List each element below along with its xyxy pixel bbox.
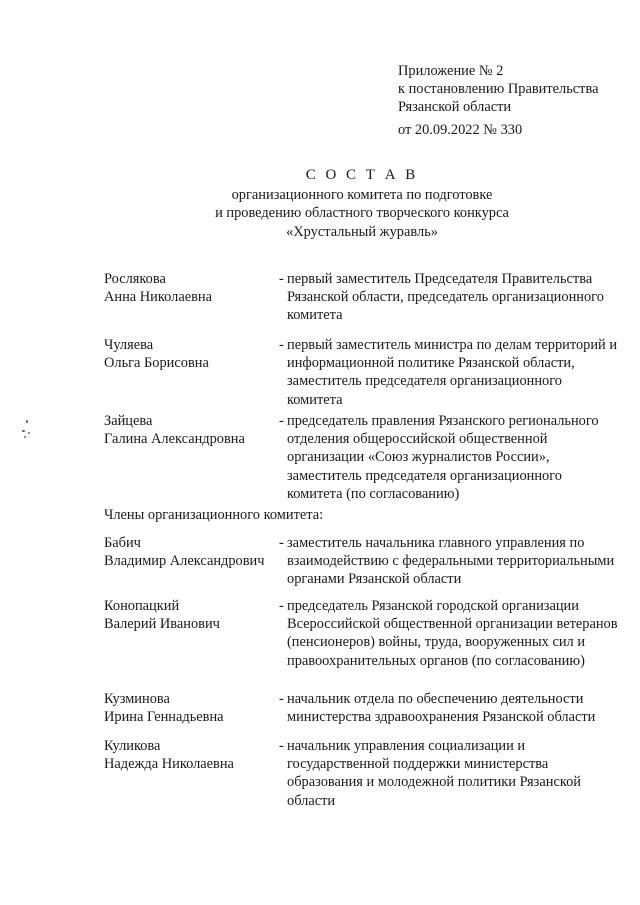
member-role: первый заместитель Председателя Правительства Рязанской области, председатель организационного комитета <box>287 271 604 324</box>
dash-separator: - <box>279 413 284 429</box>
scan-speck <box>26 420 28 423</box>
member-name <box>104 597 280 633</box>
member-role: председатель Рязанской городской организации Всероссийской общественной организации ветеранов (пенсионеров) войны, труда, вооруженных сил и правоохранительных органов (по согласованию) <box>287 598 618 669</box>
member-given-names: Надежда Николаевна <box>104 756 234 773</box>
dash-separator: - <box>279 691 284 707</box>
member-role: первый заместитель министра по делам территорий и информационной политике Рязанской области, заместитель председателя организационного комитета <box>287 337 618 408</box>
member-given-names: Ирина Геннадьевна <box>104 709 224 726</box>
dash-separator: - <box>279 598 284 614</box>
appendix-reference: к постановлению Правительства <box>398 81 599 98</box>
member-surname: Зайцева <box>104 413 153 429</box>
member-name <box>104 534 280 570</box>
dash-separator: - <box>279 337 284 353</box>
member-given-names: Владимир Александрович <box>104 553 265 570</box>
document-title: С О С Т А В <box>305 167 419 183</box>
scan-speck <box>22 430 25 432</box>
heading-line-2: и проведению областного творческого конкурса <box>215 205 509 222</box>
appendix-block <box>398 62 628 139</box>
member-role: начальник отдела по обеспечению деятельности министерства здравоохранения Рязанской области <box>287 691 596 726</box>
member-name <box>104 412 280 448</box>
members-heading: Члены организационного комитета: <box>104 507 324 523</box>
member-role: председатель правления Рязанского регионального отделения общероссийской общественной организации «Союз журналистов России», заместитель председателя организационного комитета (по согласованию) <box>287 413 599 502</box>
appendix-number: Приложение № 2 <box>398 63 504 79</box>
appendix-date: от 20.09.2022 № 330 <box>398 121 523 138</box>
member-given-names: Галина Александровна <box>104 431 245 448</box>
document-heading <box>100 166 624 241</box>
dash-separator: - <box>279 271 284 287</box>
member-name <box>104 270 280 306</box>
member-name <box>104 737 280 773</box>
member-role: заместитель начальника главного управления по взаимодействию с федеральными территориальными органами Рязанской области <box>287 535 615 588</box>
dash-separator: - <box>279 738 284 754</box>
member-surname: Кузминова <box>104 691 170 707</box>
member-surname: Чуляева <box>104 337 154 353</box>
scan-speck <box>24 436 26 438</box>
member-surname: Бабич <box>104 535 141 551</box>
scan-specks <box>12 418 42 448</box>
member-name <box>104 690 280 726</box>
member-surname: Куликова <box>104 738 161 754</box>
appendix-region: Рязанской области <box>398 99 512 116</box>
dash-separator: - <box>279 535 284 551</box>
member-given-names: Валерий Иванович <box>104 616 220 633</box>
member-surname: Конопацкий <box>104 598 180 614</box>
member-surname: Рослякова <box>104 271 166 287</box>
member-given-names: Ольга Борисовна <box>104 355 209 372</box>
member-given-names: Анна Николаевна <box>104 289 212 306</box>
scan-speck <box>28 432 30 434</box>
heading-line-1: организационного комитета по подготовке <box>231 187 493 204</box>
member-role: начальник управления социализации и государственной поддержки министерства образования и молодежной политики Рязанской области <box>287 738 581 809</box>
heading-line-3: «Хрустальный журавль» <box>286 223 438 240</box>
member-name <box>104 336 280 372</box>
